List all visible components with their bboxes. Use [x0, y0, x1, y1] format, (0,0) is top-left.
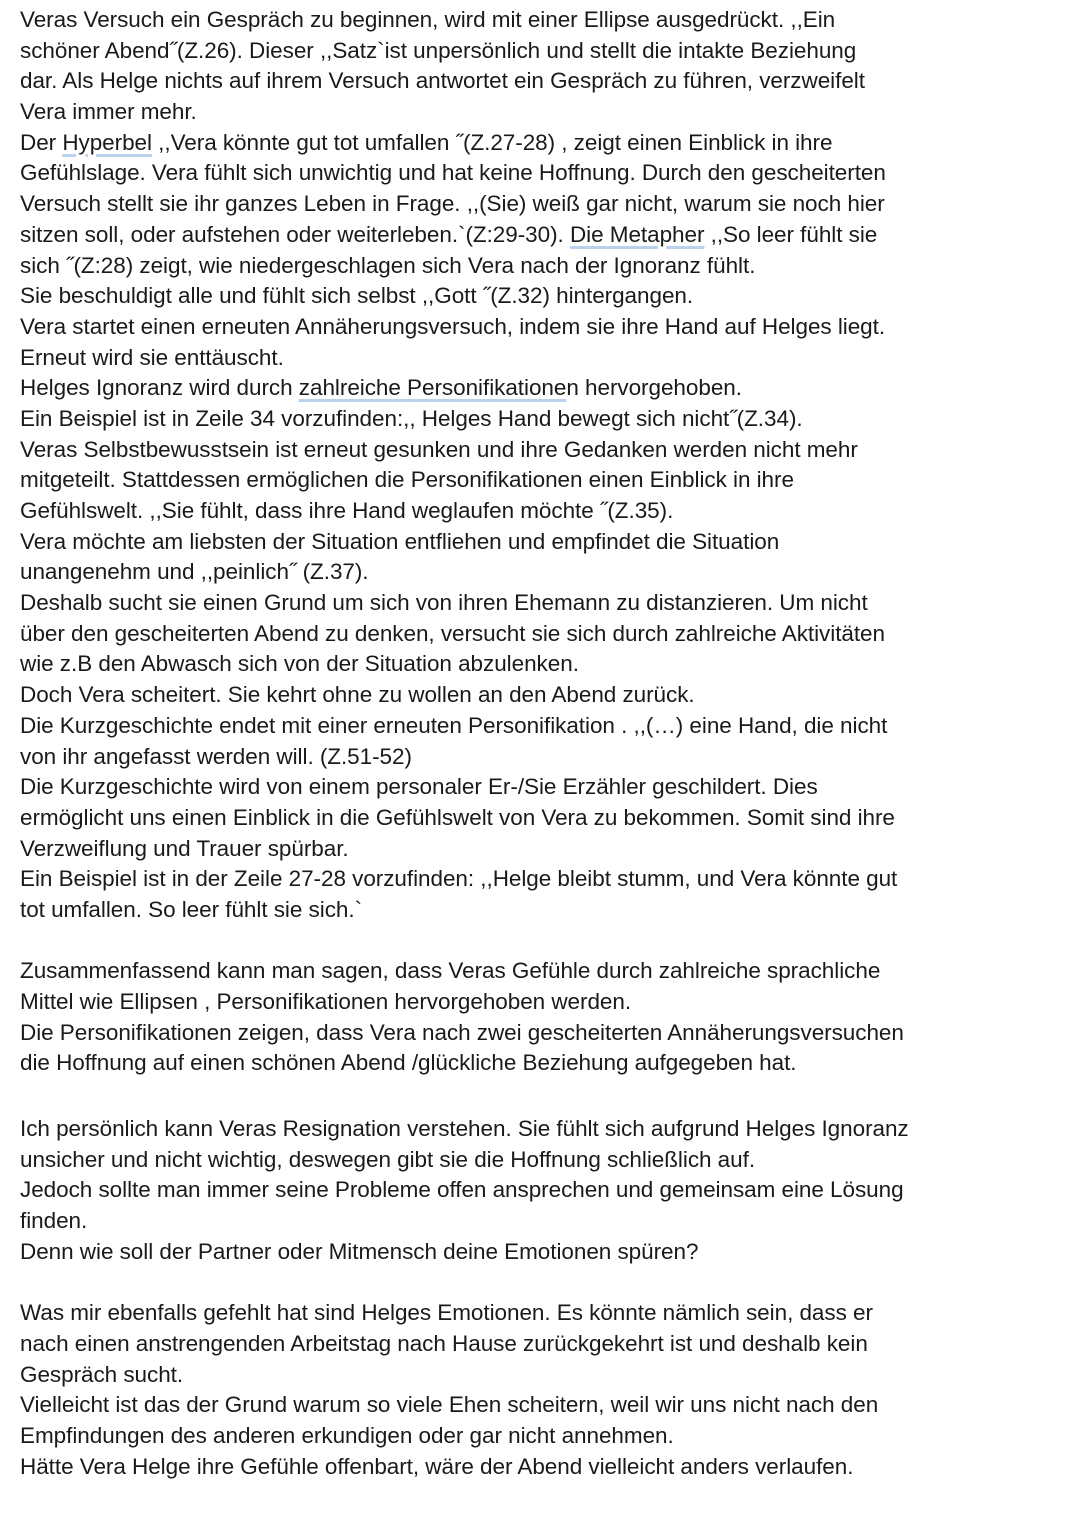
text-line: finden.	[20, 1208, 88, 1234]
text-line: Mittel wie Ellipsen , Personifikationen hervorgehoben werden.	[20, 989, 632, 1014]
text-line: Versuch stellt sie ihr ganzes Leben in Frage. ,,(Sie) weiß gar nicht, warum sie noch hier	[20, 191, 885, 217]
text-line: unangenehm und ,,peinlich˝ (Z.37).	[20, 559, 369, 585]
text-line: Jedoch sollte man immer seine Probleme offen ansprechen und gemeinsam eine Lösung	[20, 1177, 904, 1203]
text-line: Gespräch sucht.	[20, 1361, 184, 1387]
highlighted-term: Die Metapher	[569, 221, 705, 247]
text-line: Die Kurzgeschichte endet mit einer erneuten Personifikation . ,,(…) eine Hand, die nicht	[20, 712, 888, 738]
text-line-highlighted	[20, 128, 1065, 159]
text-line: Vielleicht ist das der Grund warum so viele Ehen scheitern, weil wir uns nicht nach den	[20, 1392, 879, 1418]
text-segment: Der	[20, 129, 63, 155]
text-line: Vera möchte am liebsten der Situation entfliehen und empfindet die Situation	[20, 528, 780, 554]
text-line: unsicher und nicht wichtig, deswegen gibt sie die Hoffnung schließlich auf.	[20, 1146, 756, 1172]
text-line: Was mir ebenfalls gefehlt hat sind Helges Emotionen. Es könnte nämlich sein, dass er	[20, 1300, 873, 1326]
text-line: über den gescheiterten Abend zu denken, versucht sie sich durch zahlreiche Aktivitäten	[20, 620, 885, 646]
text-line: Vera startet einen erneuten Annäherungsversuch, indem sie ihre Hand auf Helges liegt.	[20, 313, 886, 339]
text-line: Deshalb sucht sie einen Grund um sich von ihren Ehemann zu distanzieren. Um nicht	[20, 590, 868, 616]
text-line: mitgeteilt. Stattdessen ermöglichen die Personifikationen einen Einblick in ihre	[20, 467, 794, 493]
text-line: Veras Selbstbewusstsein ist erneut gesunken und ihre Gedanken werden nicht mehr	[20, 436, 858, 462]
text-line: Sie beschuldigt alle und fühlt sich selbst ,,Gott ˝(Z.32) hintergangen.	[20, 283, 694, 309]
text-line-highlighted	[20, 373, 1065, 404]
text-line: Gefühlswelt. ,,Sie fühlt, dass ihre Hand weglaufen möchte ˝(Z.35).	[20, 498, 674, 523]
text-segment: ,,Vera könnte gut tot umfallen ˝(Z.27-28) , zeigt einen Einblick in ihre	[151, 129, 833, 155]
section-gap	[20, 1079, 1065, 1114]
text-line: Verzweiflung und Trauer spürbar.	[20, 835, 349, 861]
text-line: Veras Versuch ein Gespräch zu beginnen, wird mit einer Ellipse ausgedrückt. ,,Ein	[20, 7, 836, 32]
text-line: Die Personifikationen zeigen, dass Vera nach zwei gescheiterten Annäherungsversuchen	[20, 1019, 904, 1045]
text-line: Ein Beispiel ist in der Zeile 27-28 vorzufinden: ,,Helge bleibt stumm, und Vera könnte gut	[20, 866, 898, 892]
text-line: schöner Abend˝(Z.26). Dieser ,,Satz`ist unpersönlich und stellt die intakte Beziehung	[20, 37, 857, 63]
text-line: Die Kurzgeschichte wird von einem personaler Er-/Sie Erzähler geschildert. Dies	[20, 774, 818, 800]
text-line: sich ˝(Z:28) zeigt, wie niedergeschlagen sich Vera nach der Ignoranz fühlt.	[20, 252, 756, 278]
text-segment: sitzen soll, oder aufstehen oder weiterleben.`(Z:29-30).	[20, 221, 570, 247]
text-line: Gefühlslage. Vera fühlt sich unwichtig und hat keine Hoffnung. Durch den gescheiterten	[20, 160, 886, 186]
text-line: von ihr angefasst werden will. (Z.51-52)	[20, 743, 412, 769]
text-line: Ein Beispiel ist in Zeile 34 vorzufinden:,, Helges Hand bewegt sich nicht˝(Z.34).	[20, 405, 803, 431]
text-line: Ich persönlich kann Veras Resignation verstehen. Sie fühlt sich aufgrund Helges Ignoranz	[20, 1116, 909, 1142]
text-line: Doch Vera scheitert. Sie kehrt ohne zu wollen an den Abend zurück.	[20, 682, 695, 708]
text-line: wie z.B den Abwasch sich von der Situation abzulenken.	[20, 651, 579, 677]
text-line: Vera immer mehr.	[20, 99, 197, 125]
highlighted-term: Hyperbel	[62, 129, 152, 155]
text-line: Zusammenfassend kann man sagen, dass Veras Gefühle durch zahlreiche sprachliche	[20, 958, 881, 984]
text-segment: n hervorgehoben.	[566, 375, 742, 401]
text-line: die Hoffnung auf einen schönen Abend /glückliche Beziehung aufgegeben hat.	[20, 1050, 797, 1076]
blank-line	[20, 926, 1065, 957]
text-line: nach einen anstrengenden Arbeitstag nach Hause zurückgekehrt ist und deshalb kein	[20, 1330, 868, 1356]
text-line: dar. Als Helge nichts auf ihrem Versuch antwortet ein Gespräch zu führen, verzweifelt	[20, 68, 865, 94]
text-line: Hätte Vera Helge ihre Gefühle offenbart, wäre der Abend vielleicht anders verlaufen.	[20, 1453, 854, 1479]
text-line: tot umfallen. So leer fühlt sie sich.`	[20, 896, 363, 922]
text-line: ermöglicht uns einen Einblick in die Gefühlswelt von Vera zu bekommen. Somit sind ihre	[20, 804, 895, 830]
text-line: Empfindungen des anderen erkundigen oder gar nicht annehmen.	[20, 1422, 674, 1448]
text-line: Denn wie soll der Partner oder Mitmensch deine Emotionen spüren?	[20, 1238, 699, 1264]
text-segment: ,,So leer fühlt sie	[704, 221, 878, 247]
blank-line	[20, 1268, 1065, 1299]
text-segment: Helges Ignoranz wird durch	[20, 375, 299, 401]
text-line-highlighted	[20, 220, 1065, 251]
document-page	[20, 5, 1065, 1482]
text-line: Erneut wird sie enttäuscht.	[20, 344, 284, 370]
highlighted-term: zahlreiche Personifikatione	[298, 375, 567, 401]
